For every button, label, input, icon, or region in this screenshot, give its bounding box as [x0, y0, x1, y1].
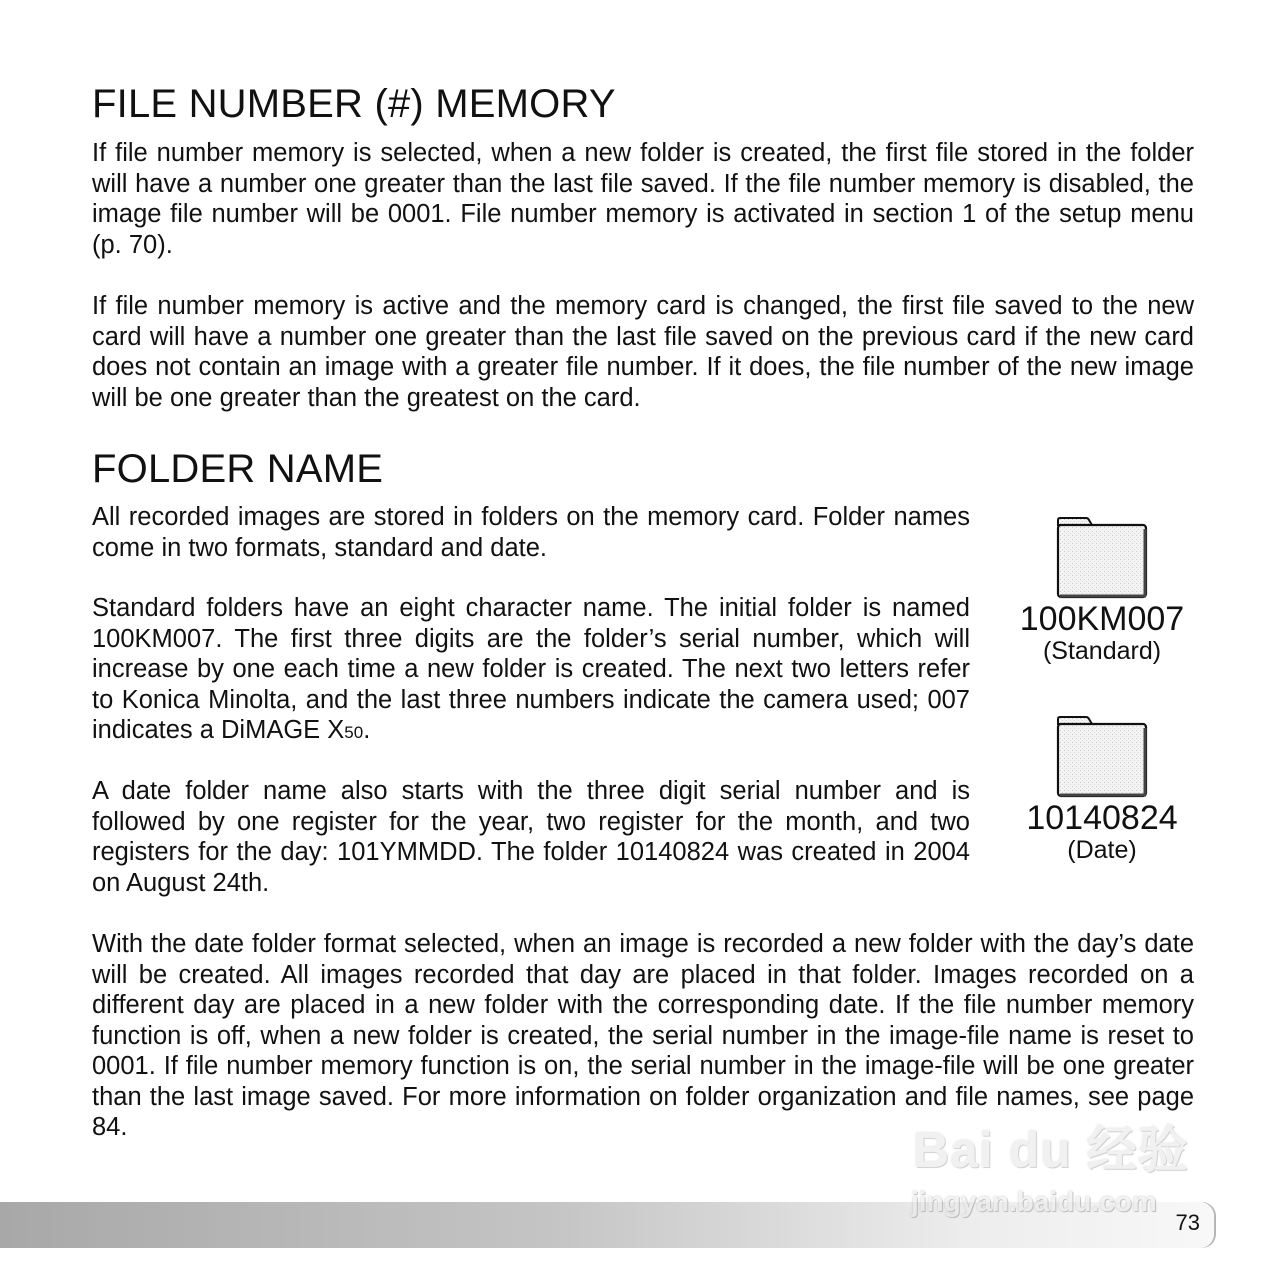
folder-example-name: 100KM007 [1019, 600, 1185, 638]
folder-example-standard [1002, 515, 1202, 665]
file-number-memory-paragraph-1: If file number memory is selected, when a new folder is created, the first file stored in the folder will have a number one greater than the last file saved. If the file number memory is disabled, the image file number will be 0001. File number memory is activated in section 1 of the setup menu (p. 70). [92, 139, 1194, 259]
folder-example-kind: (Standard) [1042, 637, 1162, 665]
folder-icon [1052, 515, 1152, 601]
page-number: 73 [1175, 1210, 1200, 1235]
folder-name-paragraph-2-text: Standard folders have an eight character name. The initial folder is named 100KM007. The first three digits are the folder’s serial number, which will increase by one each time a new folder is created. The next two letters refer to Konica Minolta, and the last three numbers indicate the camera used; 007 indicates a DiMAGE X [92, 594, 970, 744]
folder-name-paragraph-2 [92, 593, 970, 749]
folder-name-paragraph-3: A date folder name also starts with the three digit serial number and is followed by one register for the year, two register for the month, and two registers for the day: 101YMMDD. The folder 10140824 was created in 2004 on August 24th. [92, 777, 970, 897]
folder-name-paragraph-1: All recorded images are stored in folders on the memory card. Folder names come in two formats, standard and date. [92, 503, 970, 562]
folder-name-paragraph-2-end: . [363, 716, 371, 744]
watermark-logo: Bai du 经验 [913, 1122, 1189, 1178]
camera-model-suffix: 50 [344, 723, 364, 742]
section-title-folder-name: FOLDER NAME [92, 447, 384, 491]
file-number-memory-paragraph-2: If file number memory is active and the memory card is changed, the first file saved to the new card will have a number one greater than the last file saved on the previous card if the new card does not contain an image with a greater file number. If it does, the file number of the new image will be one greater than the greatest on the card. [92, 292, 1194, 412]
folder-example-kind: (Date) [1067, 836, 1137, 864]
section-title-file-number-memory: FILE NUMBER (#) MEMORY [92, 82, 616, 126]
folder-name-paragraph-4: With the date folder format selected, when an image is recorded a new folder with the day’s date will be created. All images recorded that day are placed in that folder. Images recorded on a different day are placed in a new folder with the corresponding date. If the file number memory function is off, when a new folder is created, the serial number in the image-file name is reset to 0001. If file number memory function is on, the serial number in the image-file will be one greater than the last image saved. For more information on folder organization and file names, see page 84. [92, 930, 1194, 1141]
footer-bar [0, 1202, 1214, 1248]
folder-example-name: 10140824 [1026, 799, 1178, 837]
folder-icon [1052, 714, 1152, 800]
watermark-url: jingyan.baidu.com [911, 1186, 1157, 1217]
folder-example-date [1002, 714, 1202, 864]
